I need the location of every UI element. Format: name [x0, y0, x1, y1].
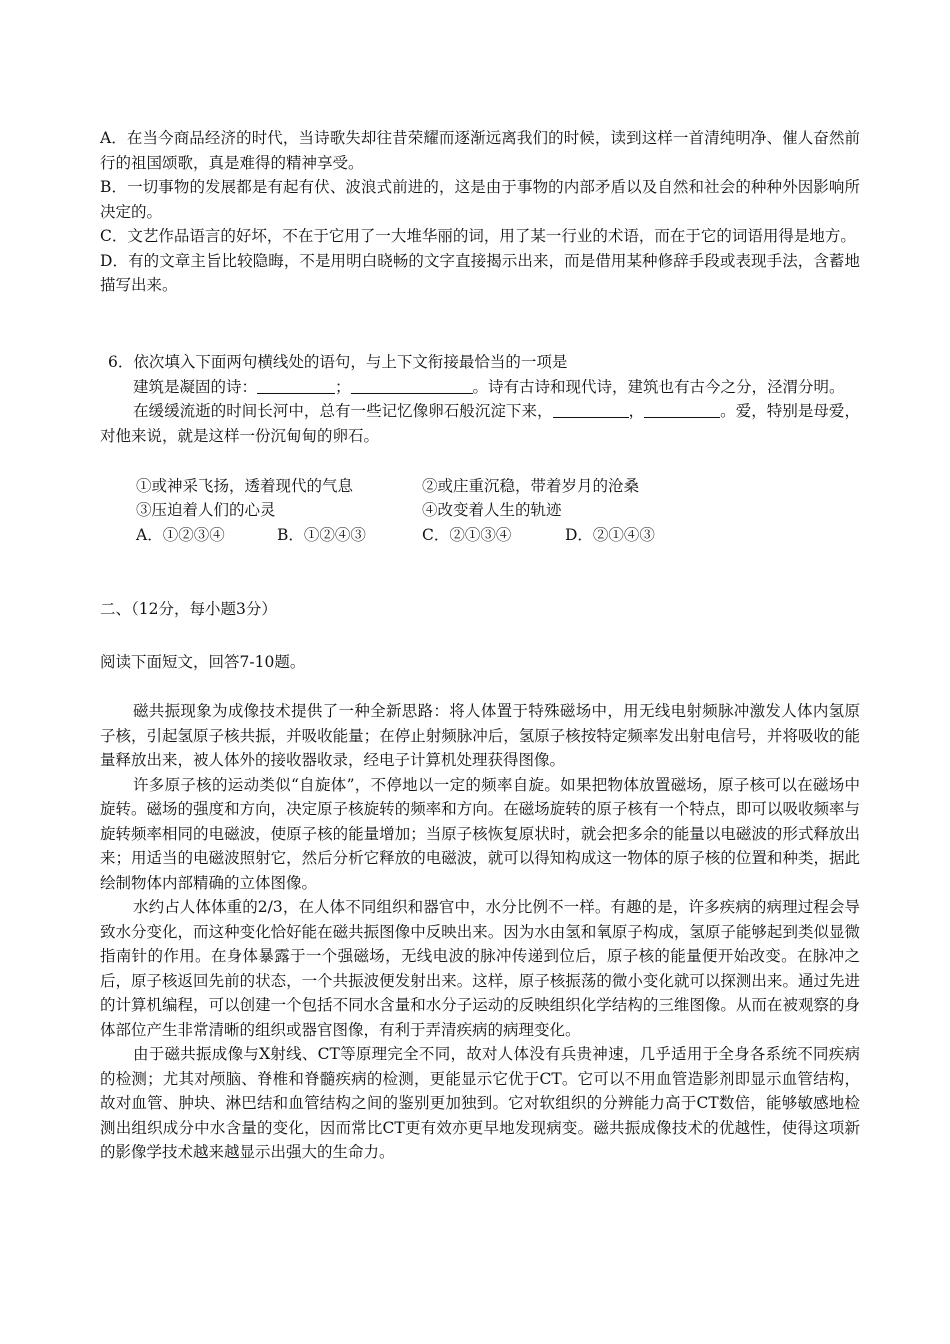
q5-option-c: C．文艺作品语言的好坏，不在于它用了一大堆华丽的词，用了某一行业的术语，而在于它的词语用得是地方。 [100, 227, 856, 245]
passage-paragraph-4: 由于磁共振成像与X射线、CT等原理完全不同，故对人体没有兵贵神速，几乎适用于全身各系统不同疾病的检测；尤其对颅脑、脊椎和脊髓疾病的检测，更能显示它优于CT。它可以不用血管造影剂即显示血管结构，故对血管、肿块、淋巴结和血管结构之间的鉴别更加独到。它对软组织的分辨能力高于CT数倍，能够敏感地检测出组织成分中水含量的变化，因而常比CT更有效亦更早地发现病变。磁共振成像技术的优越性，使得这项新的影像学技术越来越显示出强大的生命力。 [100, 1045, 860, 1161]
q5-option-a: A．在当今商品经济的时代，当诗歌失却往昔荣耀而逐渐远离我们的时候，读到这样一首清纯明净、催人奋然前行的祖国颂歌，真是难得的精神享受。 [100, 129, 860, 172]
q5-options [100, 126, 860, 298]
q6-sentence-2 [100, 399, 860, 448]
passage-paragraph-1: 磁共振现象为成像技术提供了一种全新思路：将人体置于特殊磁场中，用无线电射频脉冲激发人体内氢原子核，引起氢原子核共振，并吸收能量；在停止射频脉冲后，氢原子核按特定频率发出射电信号，并将吸收的能量释放出来，被人体外的接收器收录，经电子计算机处理获得图像。 [100, 702, 860, 769]
q6-answer-c: C．②①③④ [422, 526, 512, 544]
q6-s1-sep: ； [335, 377, 351, 396]
q5-option-b: B．一切事物的发展都是有起有伏、波浪式前进的，这是由于事物的内部矛盾以及自然和社会的种种外因影响所决定的。 [100, 178, 860, 221]
q6-stem: 6．依次填入下面两句横线处的语句，与上下文衔接最恰当的一项是 [108, 353, 568, 371]
q6-choice-2: ②或庄重沉稳，带着岁月的沧桑 [422, 477, 640, 495]
q6-sentence-1 [100, 375, 860, 400]
q6-s1-text-a: 建筑是凝固的诗： [133, 377, 258, 396]
q6-blank-4 [644, 401, 720, 418]
section-2-instruction: 阅读下面短文，回答7-10题。 [100, 653, 306, 671]
q6-choice-1: ①或神采飞扬，透着现代的气息 [136, 477, 354, 495]
section-2-heading: 二、（12分，每小题3分） [100, 600, 277, 618]
q6-choice-4: ④改变着人生的轨迹 [422, 501, 562, 519]
q6-choice-3: ③压迫着人们的心灵 [136, 501, 276, 519]
passage-paragraph-2: 许多原子核的运动类似“自旋体”，不停地以一定的频率自旋。如果把物体放置磁场，原子核可以在磁场中旋转。磁场的强度和方向，决定原子核旋转的频率和方向。在磁场旋转的原子核有一个特点，即可以吸收频率与旋转频率相同的电磁波，使原子核的能量增加；当原子核恢复原状时，就会把多余的能量以电磁波的形式释放出来；用适当的电磁波照射它，然后分析它释放的电磁波，就可以得知构成这一物体的原子核的位置和种类，据此绘制物体内部精确的立体图像。 [100, 775, 860, 892]
q6-answer-b: B．①②④③ [277, 526, 366, 544]
q5-option-d: D．有的文章主旨比较隐晦，不是用明白晓畅的文字直接揭示出来，而是借用某种修辞手段或表现手法，含蓄地描写出来。 [100, 251, 860, 294]
q6-answer-a: A．①②③④ [136, 526, 225, 544]
q6-blank-2 [351, 377, 473, 394]
q6-s1-text-b: 。诗有古诗和现代诗，建筑也有古今之分，泾渭分明。 [472, 377, 845, 396]
passage-paragraph-3: 水约占人体体重的2/3，在人体不同组织和器官中，水分比例不一样。有趣的是，许多疾病的病理过程会导致水分变化，而这种变化恰好能在磁共振图像中反映出来。因为水由氢和氧原子构成，氢原子能够起到类似显微指南针的作用。在身体暴露于一个强磁场，无线电波的脉冲传递到位后，原子核的能量便开始改变。在脉冲之后，原子核返回先前的状态，一个共振波便发射出来。这样，原子核振荡的微小变化就可以探测出来。通过先进的计算机编程，可以创建一个包括不同水含量和水分子运动的反映组织化学结构的三维图像。从而在被观察的身体部位产生非常清晰的组织或器官图像，有利于弄清疾病的病理变化。 [100, 898, 860, 1039]
question-6 [100, 350, 860, 448]
q6-s2-text-a: 在缓缓流逝的时间长河中，总有一些记忆像卵石般沉淀下来， [133, 402, 553, 420]
q6-s2-sep: ， [628, 402, 645, 420]
reading-passage [100, 699, 860, 1165]
q6-blank-1 [257, 377, 335, 394]
q6-answer-d: D．②①④③ [565, 526, 655, 544]
q6-s2-text-b: 。爱，特别是母爱，对他来说，就是这样一份沉甸甸的卵石。 [100, 402, 860, 445]
q6-blank-3 [553, 401, 629, 418]
